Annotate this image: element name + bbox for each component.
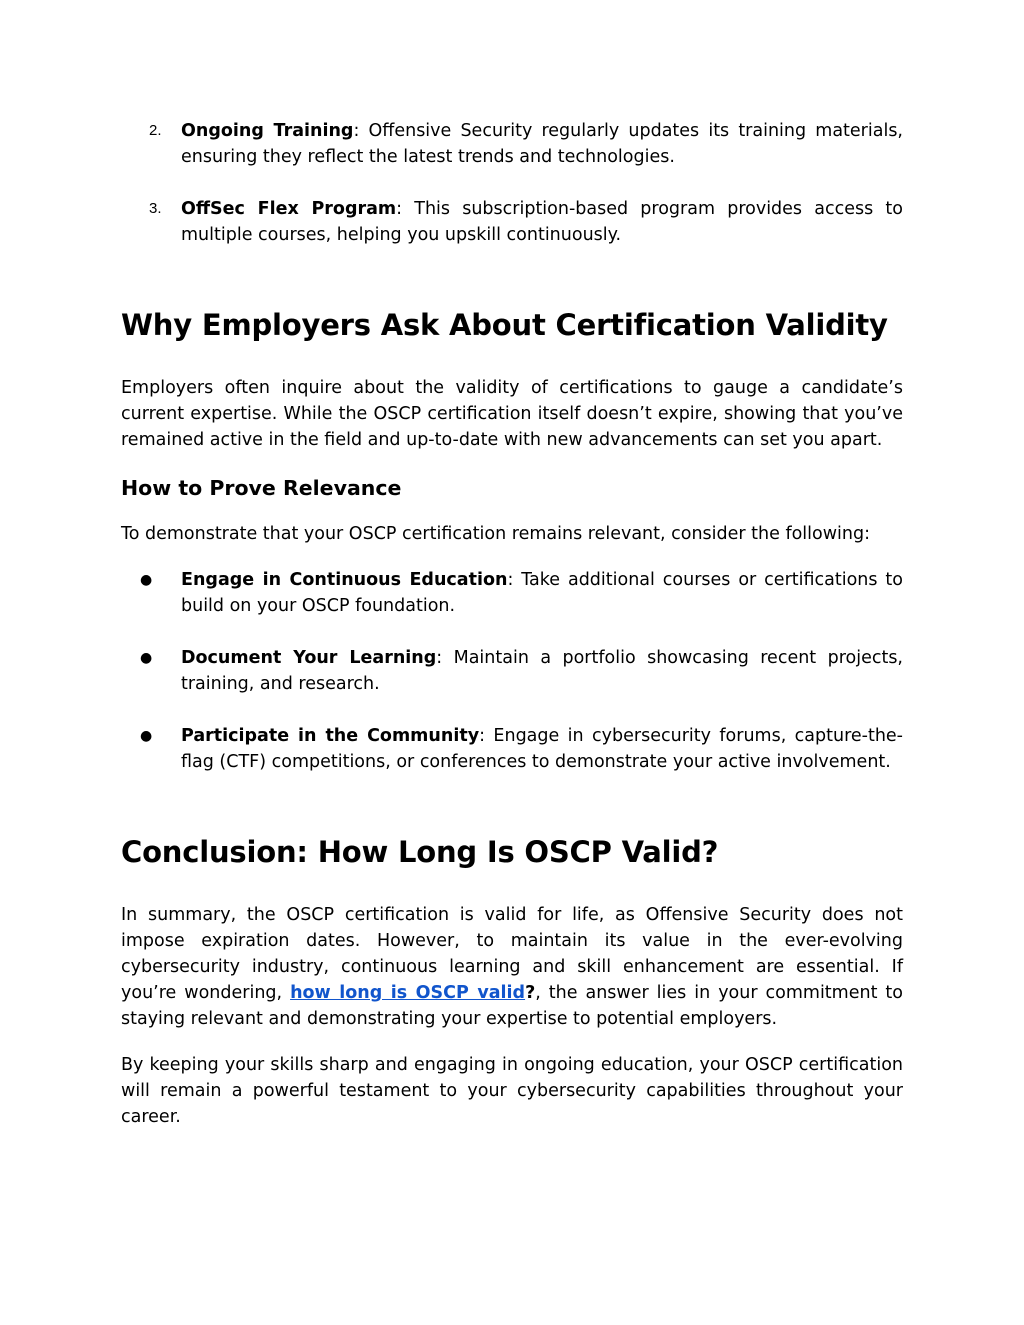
numbered-list-item bbox=[121, 118, 903, 170]
section-heading: Why Employers Ask About Certification Validity bbox=[121, 308, 888, 342]
list-item-term: Engage in Continuous Education bbox=[181, 570, 508, 590]
numbered-list-item bbox=[121, 196, 903, 248]
list-number: 3. bbox=[149, 200, 162, 217]
paragraph bbox=[121, 902, 903, 1032]
list-item-text: : This subscription-based program provides access to multiple courses, helping you upskill continuously. bbox=[181, 199, 903, 245]
bullet-list-item bbox=[121, 645, 903, 697]
bullet-list-item bbox=[121, 567, 903, 619]
question-mark: ? bbox=[525, 983, 536, 1003]
section-heading: Conclusion: How Long Is OSCP Valid? bbox=[121, 835, 719, 869]
paragraph-text: In summary, the OSCP certification is valid for life, as Offensive Security does not impose expiration dates. However, to maintain its value in the ever-evolving cybersecurity industry, continuous learning and skill enhancement are essential. If you’re wondering, bbox=[121, 905, 903, 1003]
bullet-marker: ● bbox=[140, 572, 153, 588]
paragraph-text: , the answer lies in your commitment to staying relevant and demonstrating your expertise to potential employers. bbox=[121, 983, 903, 1029]
oscp-validity-link[interactable]: how long is OSCP valid bbox=[290, 983, 526, 1003]
document-content bbox=[121, 118, 903, 1130]
list-item-term: OffSec Flex Program bbox=[181, 199, 397, 219]
list-item-text: : Offensive Security regularly updates its training materials, ensuring they reflect the latest trends and technologies. bbox=[181, 121, 903, 167]
list-number: 2. bbox=[149, 122, 162, 139]
bullet-marker: ● bbox=[140, 650, 153, 666]
list-item-text: : Maintain a portfolio showcasing recent projects, training, and research. bbox=[181, 648, 903, 694]
paragraph: By keeping your skills sharp and engaging in ongoing education, your OSCP certification will remain a powerful testament to your cybersecurity capabilities throughout your career. bbox=[121, 1055, 903, 1127]
bullet-marker: ● bbox=[140, 728, 153, 744]
bullet-list-item bbox=[121, 723, 903, 775]
paragraph: Employers often inquire about the validity of certifications to gauge a candidate’s current expertise. While the OSCP certification itself doesn’t expire, showing that you’ve remained active in the field and up-to-date with new advancements can set you apart. bbox=[121, 378, 903, 450]
list-item-term: Document Your Learning bbox=[181, 648, 437, 668]
list-item-text: : Engage in cybersecurity forums, capture-the-flag (CTF) competitions, or conferences to demonstrate your active involvement. bbox=[181, 726, 903, 772]
list-item-text: : Take additional courses or certifications to build on your OSCP foundation. bbox=[181, 570, 903, 616]
paragraph: To demonstrate that your OSCP certification remains relevant, consider the following: bbox=[121, 524, 871, 544]
list-item-term: Ongoing Training bbox=[181, 121, 354, 141]
subsection-heading: How to Prove Relevance bbox=[121, 476, 402, 500]
list-item-term: Participate in the Community bbox=[181, 726, 480, 746]
